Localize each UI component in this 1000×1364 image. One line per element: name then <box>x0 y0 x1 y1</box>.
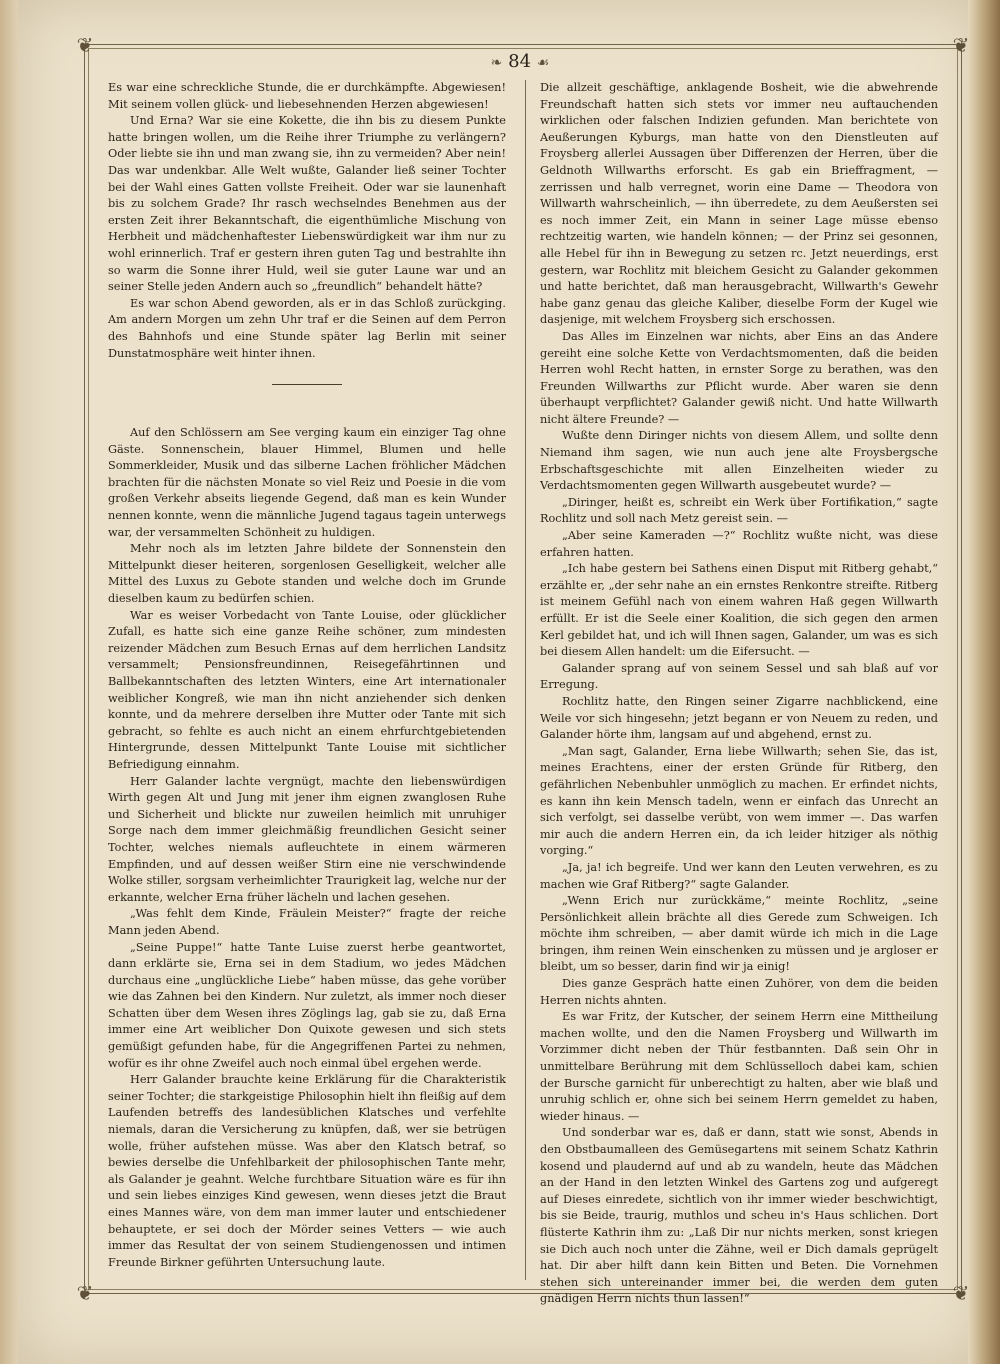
paragraph: Auf den Schlössern am See verging kaum ein einziger Tag ohne Gäste. Sonnenschein, blauer Himmel, Blumen und helle Sommerkleider, Musik und das silberne Lachen fröhlicher Mädchen brachten für die nächsten Monate so viel Reiz und Poesie in die vom großen Verkehr abseits liegende Gegend, daß man es kein Wunder nennen konnte, wenn die männliche Jugend tagaus tagein unterwegs war, der versammelten Schönheit zu huldigen. <box>108 426 506 539</box>
paragraph: „Was fehlt dem Kinde, Fräulein Meister?“ fragte der reiche Mann jeden Abend. <box>108 907 506 937</box>
paragraph: „Ich habe gestern bei Sathens einen Disput mit Ritberg gehabt,“ erzählte er, „der sehr nahe an ein ernstes Renkontre streifte. Ritberg ist meinem Gefühl nach von einem wahren Haß gegen Willwarth erfüllt. Er ist die Seele einer Koalition, die sich gegen den armen Kerl gebildet hat, und ich will Ihnen sagen, Galander, um was es sich bei diesem Allen handelt: um die Eifersucht. — <box>540 562 938 659</box>
page-number: 84 <box>508 51 532 72</box>
section-divider <box>272 384 342 385</box>
paragraph: Herr Galander brauchte keine Erklärung für die Charakteristik seiner Tochter; die starkgeistige Philosophin hielt ihn fleißig auf dem Laufenden betreffs des landesüblichen Klatsches und verfehlte niemals, daran die Versicherung zu knüpfen, daß, wer sie betrügen wolle, früher aufstehen müsse. Was aber den Klatsch betraf, so bewies derselbe die Unfehlbarkeit der philosophischen Tante mehr, als Galander je geahnt. Welche furchtbare Situation wäre es für ihn und sein liebes einziges Kind gewesen, wenn dieses jetzt die Braut eines Mannes wäre, von dem man immer lauter und entschiedener behauptete, er sei doch der Mörder seines Vetters — wie auch immer das Resultat der von seinem Studiengenossen und intimen Freunde Birkner geführten Untersuchung laute. <box>108 1073 506 1269</box>
page-edge <box>968 0 1000 1364</box>
paragraph: Es war Fritz, der Kutscher, der seinem Herrn eine Mittheilung machen wollte, und den die Namen Froysberg und Willwarth im Vorzimmer dicht neben der Thür festbannten. Daß sein Ohr in unmittelbare Berührung mit dem Schlüsselloch dabei kam, schien der Bursche garnicht für unberechtigt zu halten, aber wie blaß und unruhig schlich er, ohne sich bei seinem Herrn gemeldet zu haben, wieder hinaus. — <box>540 1010 938 1123</box>
page-header <box>440 48 600 76</box>
paragraph: „Wenn Erich nur zurückkäme,“ meinte Rochlitz, „seine Persönlichkeit allein brächte all dies Gerede zum Schweigen. Ich möchte ihm schreiben, — aber damit würde ich mich in die Lage bringen, ihm reinen Wein einschenken zu müssen und je argloser er bleibt, um so besser, darin find wir ja einig! <box>540 894 938 974</box>
left-column <box>108 80 506 1280</box>
paragraph: Es war schon Abend geworden, als er in das Schloß zurückging. Am andern Morgen um zehn Uhr traf er die Seinen auf dem Perron des Bahnhofs und eine Stunde später lag Berlin mit seiner Dunstatmosphäre weit hinter ihnen. <box>108 296 506 360</box>
flourish-left-icon: ❧ <box>490 55 503 71</box>
paragraph: Mehr noch als im letzten Jahre bildete der Sonnenstein den Mittelpunkt dieser heiteren, sorgenlosen Geselligkeit, welcher alle Mittel des Luxus zu Gebote standen und welche doch im Grunde dieselben kaum zu bedürfen schien. <box>108 542 506 606</box>
paragraph: Und Erna? War sie eine Kokette, die ihn bis zu diesem Punkte hatte bringen wollen, um die Reihe ihrer Triumphe zu verlängern? Oder liebte sie ihn und man zwang sie, ihn zu vermeiden? Aber nein! Das war undenkbar. Alle Welt wußte, Galander ließ seiner Tochter bei der Wahl eines Gatten vollste Freiheit. Oder war sie launenhaft bis zu solchem Grade? Ihr rasch wechselndes Benehmen aus der ersten Zeit ihrer Bekanntschaft, die eigenthümliche Mischung von Herbheit und mädchenhaftester Liebenswürdigkeit war ihm nur zu wohl erinnerlich. Traf er gestern ihren guten Tag und bestrahlte ihn so warm die Sonne ihrer Huld, weil sie guter Laune war und an seiner Stelle jeden Andern auch so „freundlich“ behandelt hätte? <box>108 114 506 294</box>
paragraph: Herr Galander lachte vergnügt, machte den liebenswürdigen Wirth gegen Alt und Jung mit jener ihm eignen zwanglosen Ruhe und Sicherheit und blickte nur zuweilen heimlich mit unruhiger Sorge nach dem immer gleichmäßig freundlichen Gesicht seiner Tochter, welches niemals aufleuchtete in einem wärmeren Empfinden, und auf dessen weißer Stirn eine nie verschwindende Wolke stiller, sorgsam verheimlichter Traurigkeit lag, welche nur der erkannte, welcher Erna früher lächeln und lachen gesehen. <box>108 774 506 904</box>
corner-ornament-icon: ❦ <box>952 1281 970 1305</box>
paragraph: Es war eine schreckliche Stunde, die er durchkämpfte. Abgewiesen! Mit seinem vollen glück- und liebesehnenden Herzen abgewiesen! <box>108 81 506 111</box>
paragraph: „Ja, ja! ich begreife. Und wer kann den Leuten verwehren, es zu machen wie Graf Ritberg?“ sagte Galander. <box>540 860 938 891</box>
flourish-right-icon: ☙ <box>536 55 550 71</box>
paragraph: „Aber seine Kameraden —?“ Rochlitz wußte nicht, was diese erfahren hatten. <box>540 529 938 559</box>
paragraph: Galander sprang auf von seinem Sessel und sah blaß auf vor Erregung. <box>540 661 938 692</box>
paragraph: Wußte denn Diringer nichts von diesem Allem, und sollte denn Niemand ihm sagen, wie nun auch jene alte Froysbergsche Erbschaftsgeschichte mit allen Einzelheiten wieder zu Verdachtsmomenten gegen Willwarth ausgebeutet wurde? — <box>540 429 938 493</box>
right-column <box>540 80 938 1306</box>
corner-ornament-icon: ❦ <box>952 33 970 57</box>
paragraph: „Seine Puppe!“ hatte Tante Luise zuerst herbe geantwortet, dann erklärte sie, Erna sei in dem Stadium, wo jedes Mädchen durchaus eine „unglückliche Liebe“ haben müsse, das gehe vorüber wie das Zahnen bei den Kindern. Nur zuletzt, als immer noch dieser Schatten über dem Wesen ihres Zöglings lag, gab sie zu, daß Erna immer eine Art weiblicher Don Quixote gewesen und sich stets gemüßigt gefunden habe, für die Angegriffenen Partei zu nehmen, wofür es ihr ohne Zweifel auch noch einmal übel ergehen werde. <box>108 940 506 1070</box>
column-divider <box>525 80 526 1280</box>
corner-ornament-icon: ❦ <box>76 33 94 57</box>
paragraph: Rochlitz hatte, den Ringen seiner Zigarre nachblickend, eine Weile vor sich hingesehn; jetzt begann er von Neuem zu reden, und Galander hörte ihm, langsam auf und abgehend, ernst zu. <box>540 694 938 742</box>
paragraph: „Man sagt, Galander, Erna liebe Willwarth; sehen Sie, das ist, meines Erachtens, einer der ersten Gründe für Ritberg, den gefährlichen Nebenbuhler unmöglich zu machen. Er erfindet nichts, es kann ihn kein Mensch tadeln, wenn er einfach das Unrecht an sich verfolgt, sei dasselbe verübt, von wem immer —. Das warfen mir auch die andern Herren ein, da ich leider hitziger als nöthig vorging.“ <box>540 744 938 858</box>
paragraph: „Diringer, heißt es, schreibt ein Werk über Fortifikation,“ sagte Rochlitz und soll nach Metz gereist sein. — <box>540 495 938 526</box>
paragraph: Und sonderbar war es, daß er dann, statt wie sonst, Abends in den Obstbaumalleen des Gemüsegartens mit seinem Schatz Kathrin kosend und plaudernd auf und ab zu wandeln, heute das Mädchen an der Hand in den letzten Winkel des Gartens zog und aufgeregt auf Dieses einredete, sichtlich von ihr immer wieder beschwichtigt, bis sie Beide, traurig, muthlos und scheu in's Haus schlichen. Dort flüsterte Kathrin ihm zu: „Laß Dir nur nichts merken, sonst kriegen sie Dich auch noch unter die Zähne, weil er Dich damals geprügelt hat. Dir aber hilft dann kein Bitten und Beten. Die Vornehmen stehen sich untereinander immer bei, die werden dem guten gnädigen Herrn nichts thun lassen!“ <box>540 1126 938 1306</box>
paragraph: Dies ganze Gespräch hatte einen Zuhörer, von dem die beiden Herren nichts ahnten. <box>540 977 938 1007</box>
paragraph: Die allzeit geschäftige, anklagende Bosheit, wie die abwehrende Freundschaft hatten sich stets vor immer neu auftauchenden wirklichen oder falschen Indizien gefunden. Man berichtete von Aeußerungen Kyburgs, man hatte von den Dienstleuten auf Froysberg allerlei Aussagen über Differenzen der Herren, über die Geldnoth Willwarths erforscht. Es gab ein Brieffragment, — zerrissen und halb verregnet, worin eine Dame — Theodora von Willwarth wahrscheinlich, — ihn überredete, zu dem Aeußersten sei es noch immer Zeit, ein Mann in seiner Lage müsse ebenso rechtzeitig warten, wie handeln können; — der Prinz sei gesonnen, alle Hebel für ihn in Bewegung zu setzen rc. Jetzt neuerdings, erst gestern, war Rochlitz mit bleichem Gesicht zu Galander gekommen und hatte berichtet, daß man herausgebracht, Willwarth's Gewehr habe ganz genau das gleiche Kaliber, dieselbe Form der Kugel wie dasjenige, mit welchem Froysberg sich erschossen. <box>540 81 938 327</box>
paragraph: Das Alles im Einzelnen war nichts, aber Eins an das Andere gereiht eine solche Kette von Verdachtsmomenten, daß die beiden Herren wohl Recht hatten, in ernster Sorge zu berathen, was den Freunden Willwarths zur Pflicht wurde. Aber waren sie denn überhaupt verpflichtet? Galander gewiß nicht. Und hatte Willwarth nicht ältere Freunde? — <box>540 329 938 426</box>
corner-ornament-icon: ❦ <box>76 1281 94 1305</box>
paragraph: War es weiser Vorbedacht von Tante Louise, oder glücklicher Zufall, es hatte sich eine ganze Reihe schöner, zum mindesten reizender Mädchen zum Besuch Ernas auf dem herrlichen Landsitz versammelt; Pensionsfreundinnen, Reisegefährtinnen und Ballbekanntschaften des letzten Winters, eine Art internationaler weiblicher Kongreß, wie man ihn nicht anziehender sich denken konnte, und da mehrere derselben ihre Mutter oder Tante mit sich gebracht, so fehlte es auch nicht an einem ehrfurchtgebietenden Hintergrunde, dessen Mittelpunkt Tante Louise mit sichtlicher Befriedigung einnahm. <box>108 608 506 771</box>
